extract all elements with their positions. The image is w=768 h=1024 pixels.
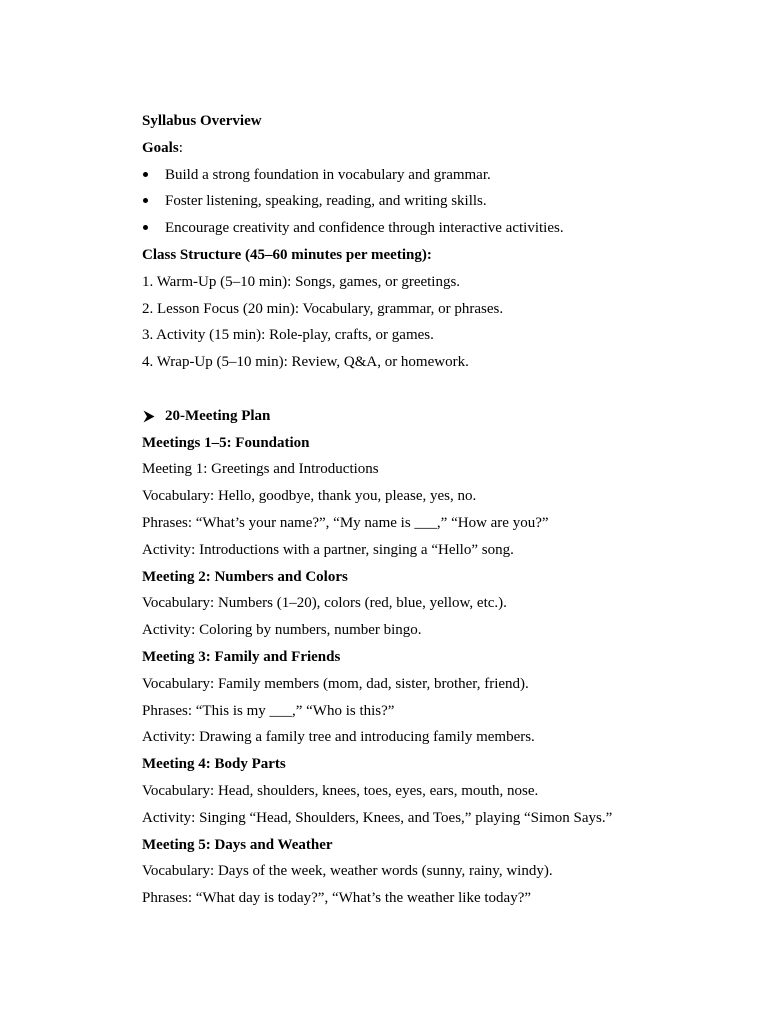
meetings-block-heading: Meetings 1–5: Foundation xyxy=(142,434,310,451)
meeting-plan-heading: 20-Meeting Plan xyxy=(165,407,271,424)
meeting-3-title: Meeting 3: Family and Friends xyxy=(142,648,341,665)
meeting-5-vocabulary: Vocabulary: Days of the week, weather words (sunny, rainy, windy). xyxy=(142,863,553,880)
meeting-3-vocabulary: Vocabulary: Family members (mom, dad, sister, brother, friend). xyxy=(142,675,529,692)
meeting-1-vocabulary: Vocabulary: Hello, goodbye, thank you, please, yes, no. xyxy=(142,488,477,505)
meeting-1-phrases: Phrases: “What’s your name?”, “My name is ___,” “How are you?” xyxy=(142,514,549,531)
goal-text: Foster listening, speaking, reading, and writing skills. xyxy=(165,193,487,210)
goal-list-item xyxy=(142,162,702,189)
meeting-5-title: Meeting 5: Days and Weather xyxy=(142,836,333,853)
goals-heading xyxy=(142,135,702,162)
meeting-2-vocabulary: Vocabulary: Numbers (1–20), colors (red, blue, yellow, etc.). xyxy=(142,595,507,612)
meeting-5-phrases: Phrases: “What day is today?”, “What’s the weather like today?” xyxy=(142,890,532,907)
structure-step: 3. Activity (15 min): Role-play, crafts, or games. xyxy=(142,327,434,344)
meeting-1-activity: Activity: Introductions with a partner, singing a “Hello” song. xyxy=(142,541,514,558)
meeting-2-title: Meeting 2: Numbers and Colors xyxy=(142,568,348,585)
syllabus-overview-heading: Syllabus Overview xyxy=(142,113,262,129)
structure-step: 4. Wrap-Up (5–10 min): Review, Q&A, or homework. xyxy=(142,354,469,371)
goals-label: Goals xyxy=(142,139,179,156)
document-content xyxy=(142,108,702,912)
class-structure-heading: Class Structure (45–60 minutes per meeting): xyxy=(142,246,432,263)
blank-line xyxy=(142,376,702,403)
goal-text: Encourage creativity and confidence through interactive activities. xyxy=(165,220,564,237)
structure-step: 2. Lesson Focus (20 min): Vocabulary, grammar, or phrases. xyxy=(142,300,504,317)
meeting-plan-heading-row xyxy=(142,403,702,430)
structure-step: 1. Warm-Up (5–10 min): Songs, games, or greetings. xyxy=(142,273,461,290)
meeting-4-title: Meeting 4: Body Parts xyxy=(142,756,286,773)
meeting-3-activity: Activity: Drawing a family tree and introducing family members. xyxy=(142,729,535,746)
goal-list-item xyxy=(142,188,702,215)
meeting-1-title: Meeting 1: Greetings and Introductions xyxy=(142,461,379,478)
meeting-2-activity: Activity: Coloring by numbers, number bingo. xyxy=(142,622,422,639)
goal-text: Build a strong foundation in vocabulary and grammar. xyxy=(165,166,491,183)
meeting-4-vocabulary: Vocabulary: Head, shoulders, knees, toes, eyes, ears, mouth, nose. xyxy=(142,782,539,799)
meeting-4-activity: Activity: Singing “Head, Shoulders, Knees, and Toes,” playing “Simon Says.” xyxy=(142,809,613,826)
goal-list-item xyxy=(142,215,702,242)
meeting-3-phrases: Phrases: “This is my ___,” “Who is this?” xyxy=(142,702,395,719)
arrowhead-bullet-icon xyxy=(143,410,155,423)
goals-colon: : xyxy=(178,139,183,156)
